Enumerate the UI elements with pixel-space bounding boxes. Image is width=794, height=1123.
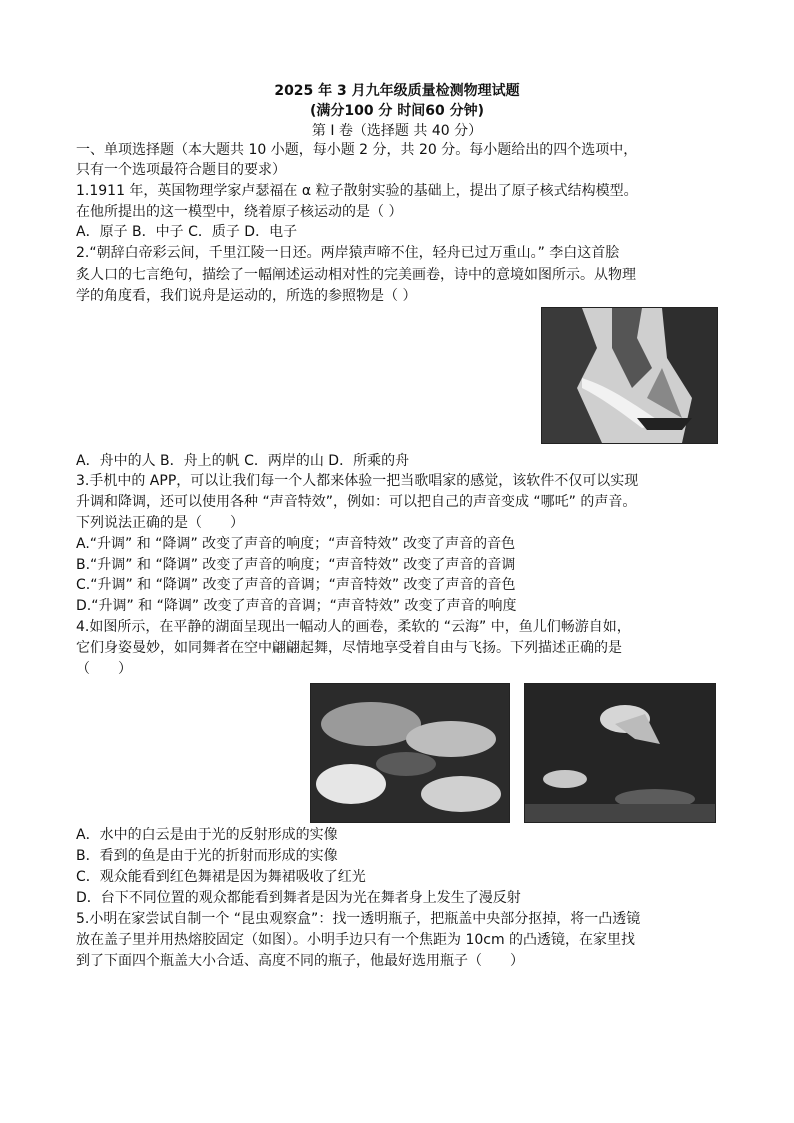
q4-option-d: D．台下不同位置的观众都能看到舞者是因为光在舞者身上发生了漫反射 xyxy=(76,890,521,906)
paper-section-title: 第 Ⅰ 卷（选择题 共 40 分） xyxy=(311,123,483,139)
q5-line2: 放在盖子里并用热熔胶固定（如图）。小明手边只有一个焦距为 10cm 的凸透镜，在家里找 xyxy=(76,932,636,948)
q1-line1: 1.1911 年，英国物理学家卢瑟福在 α 粒子散射实验的基础上，提出了原子核式结构模型。 xyxy=(76,183,638,199)
q3-option-d: D.“升调” 和 “降调” 改变了声音的音调；“声音特效” 改变了声音的响度 xyxy=(76,598,517,614)
q1-options: A．原子 B．中子 C．质子 D．电子 xyxy=(76,224,298,240)
q4-line2: 它们身姿曼妙，如同舞者在空中翩翩起舞，尽情地享受着自由与飞扬。下列描述正确的是 xyxy=(76,640,622,656)
lake-clouds-drawing xyxy=(311,684,509,822)
exam-title: 2025 年 3 月九年级质量检测物理试题 xyxy=(274,83,520,99)
q3-option-c: C.“升调” 和 “降调” 改变了声音的音调；“声音特效” 改变了声音的音色 xyxy=(76,577,516,593)
exam-subtitle: (满分100 分 时间60 分钟) xyxy=(309,103,485,119)
q1-line2: 在他所提出的这一模型中，绕着原子核运动的是（ ） xyxy=(76,204,403,220)
q3-option-b: B.“升调” 和 “降调” 改变了声音的响度；“声音特效” 改变了声音的音调 xyxy=(76,557,516,573)
q4-line1: 4.如图所示，在平静的湖面呈现出一幅动人的画卷，柔软的 “云海” 中，鱼儿们畅游自如， xyxy=(76,619,631,635)
q3-option-a: A.“升调” 和 “降调” 改变了声音的响度；“声音特效” 改变了声音的音色 xyxy=(76,536,516,552)
boat-illustration-drawing xyxy=(542,308,717,443)
boat-illustration xyxy=(541,307,718,444)
section1-heading-2: 只有一个选项最符合题目的要求） xyxy=(76,162,286,178)
q5-line1: 5.小明在家尝试自制一个 “昆虫观察盒”：找一透明瓶子，把瓶盖中央部分抠掉，将一凸透镜 xyxy=(76,911,641,927)
q2-line3: 学的角度看，我们说舟是运动的，所选的参照物是（ ） xyxy=(76,288,417,304)
q4-option-c: C．观众能看到红色舞裙是因为舞裙吸收了红光 xyxy=(76,869,366,885)
q3-line1: 3.手机中的 APP，可以让我们每一个人都来体验一把当歌唱家的感觉，该软件不仅可以实现 xyxy=(76,473,639,489)
q3-line2: 升调和降调，还可以使用各种 “声音特效”，例如：可以把自己的声音变成 “哪吒” 的声音。 xyxy=(76,494,637,510)
section1-heading-1: 一、单项选择题（本大题共 10 小题，每小题 2 分，共 20 分。每小题给出的四个选项中， xyxy=(76,142,638,158)
q2-line1: 2.“朝辞白帝彩云间，千里江陵一日还。两岸猿声啼不住，轻舟已过万重山。” 李白这首脍 xyxy=(76,245,620,261)
q3-line3: 下列说法正确的是（ ） xyxy=(76,515,244,531)
dancer-stage-photo xyxy=(524,683,716,823)
dancer-stage-drawing xyxy=(525,684,715,822)
lake-clouds-photo xyxy=(310,683,510,823)
q5-line3: 到了下面四个瓶盖大小合适、高度不同的瓶子，他最好选用瓶子（ ） xyxy=(76,953,524,969)
q4-option-a: A．水中的白云是由于光的反射形成的实像 xyxy=(76,827,338,843)
q4-line3: （ ） xyxy=(76,661,132,677)
q2-options: A．舟中的人 B．舟上的帆 C．两岸的山 D．所乘的舟 xyxy=(76,453,410,469)
q4-option-b: B．看到的鱼是由于光的折射而形成的实像 xyxy=(76,848,338,864)
q2-line2: 炙人口的七言绝句，描绘了一幅阐述运动相对性的完美画卷，诗中的意境如图所示。从物理 xyxy=(76,267,636,283)
